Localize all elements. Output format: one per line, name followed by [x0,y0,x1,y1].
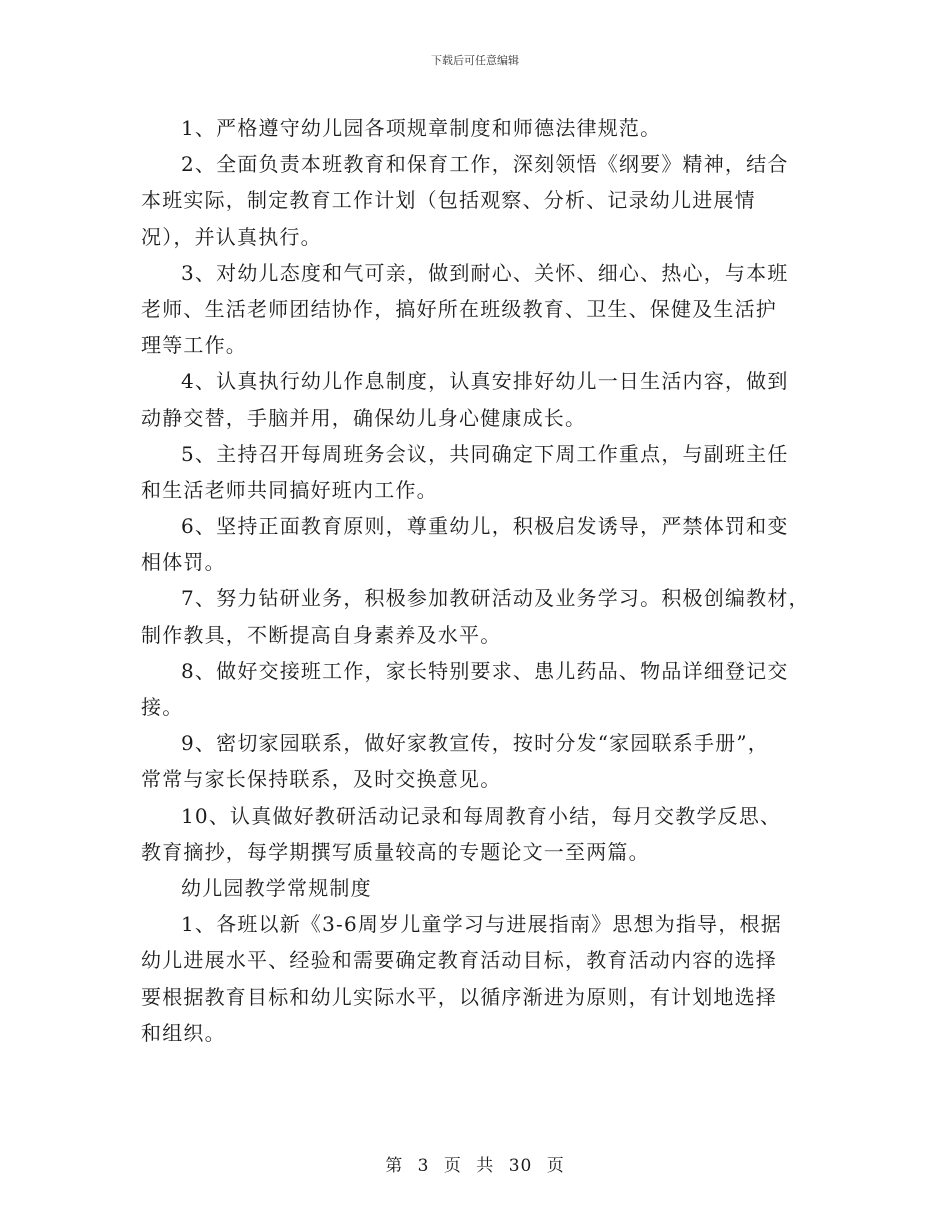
footer-current-page: 3 [417,1156,430,1176]
page-header: 下载后可任意编辑 [431,54,519,67]
paragraph-line: 制作教具，不断提高自身素养及水平。 [141,622,502,647]
paragraph-line: 要根据教育目标和幼儿实际水平，以循序渐进为原则，有计划地选择 [141,984,777,1009]
paragraph-line: 10、认真做好教研活动记录和每周教育小结，每月交教学反思、 [181,803,782,828]
paragraph-line: 1、各班以新《3-6周岁儿童学习与进展指南》思想为指导，根据 [181,912,782,937]
paragraph [141,906,821,1051]
paragraph-line: 2、全面负责本班教育和保育工作，深刻领悟《纲要》精神，结合 [181,152,789,177]
paragraph-line: 幼儿进展水平、经验和需要确定教育活动目标，教育活动内容的选择 [141,948,777,973]
paragraph-line: 1、严格遵守幼儿园各项规章制度和师德法律规范。 [181,116,662,140]
paragraph [141,255,821,364]
document-body [141,110,821,1051]
paragraph-line: 6、坚持正面教育原则，尊重幼儿，积极启发诱导，严禁体罚和变 [181,514,789,539]
paragraph [141,363,821,435]
paragraph [141,798,821,870]
paragraph-line: 理等工作。 [141,333,247,358]
paragraph-line: 本班实际，制定教育工作计划（包括观察、分析、记录幼儿进展情 [141,188,756,213]
paragraph-line: 动静交替，手脑并用，确保幼儿身心健康成长。 [141,405,587,430]
paragraph-line: 和生活老师共同搞好班内工作。 [141,477,438,502]
paragraph-line: 3、对幼儿态度和气可亲，做到耐心、关怀、细心、热心，与本班 [181,260,789,285]
paragraph-list [141,110,821,870]
paragraph-line: 和组织。 [141,1020,226,1045]
paragraph [141,653,821,725]
section-title: 幼儿园教学常规制度 [181,875,372,900]
paragraph-line: 常常与家长保持联系，及时交换意见。 [141,767,502,792]
paragraph [141,436,821,508]
footer-suffix: 页 [546,1156,565,1176]
paragraph-line: 9、密切家园联系，做好家教宣传，按时分发“家园联系手册”， [181,731,769,756]
footer-total-label: 共 [476,1156,495,1176]
paragraph [141,580,821,652]
paragraph-line: 4、认真执行幼儿作息制度，认真安排好幼儿一日生活内容，做到 [181,369,789,394]
footer-prefix: 第 [385,1156,404,1176]
paragraph-line: 7、努力钻研业务，积极参加教研活动及业务学习。积极创编教材， [181,586,810,611]
footer-mid: 页 [443,1156,462,1176]
paragraph-line: 况），并认真执行。 [141,224,322,249]
paragraph-line: 老师、生活老师团结协作，搞好所在班级教育、卫生、保健及生活护 [141,296,777,321]
page-footer [0,1151,950,1176]
paragraph [141,725,821,797]
paragraph [141,508,821,580]
paragraph [141,110,821,146]
paragraph-line: 教育摘抄，每学期撰写质量较高的专题论文一至两篇。 [141,839,650,864]
footer-total-pages: 30 [508,1156,533,1176]
paragraph-line: 接。 [141,695,184,719]
paragraph-line: 5、主持召开每周班务会议，共同确定下周工作重点，与副班主任 [181,441,789,466]
paragraph-line: 相体罚。 [141,550,226,575]
paragraph-line: 8、做好交接班工作，家长特别要求、患儿药品、物品详细登记交 [181,658,789,683]
section-paragraph-list [141,906,821,1051]
paragraph [141,146,821,255]
